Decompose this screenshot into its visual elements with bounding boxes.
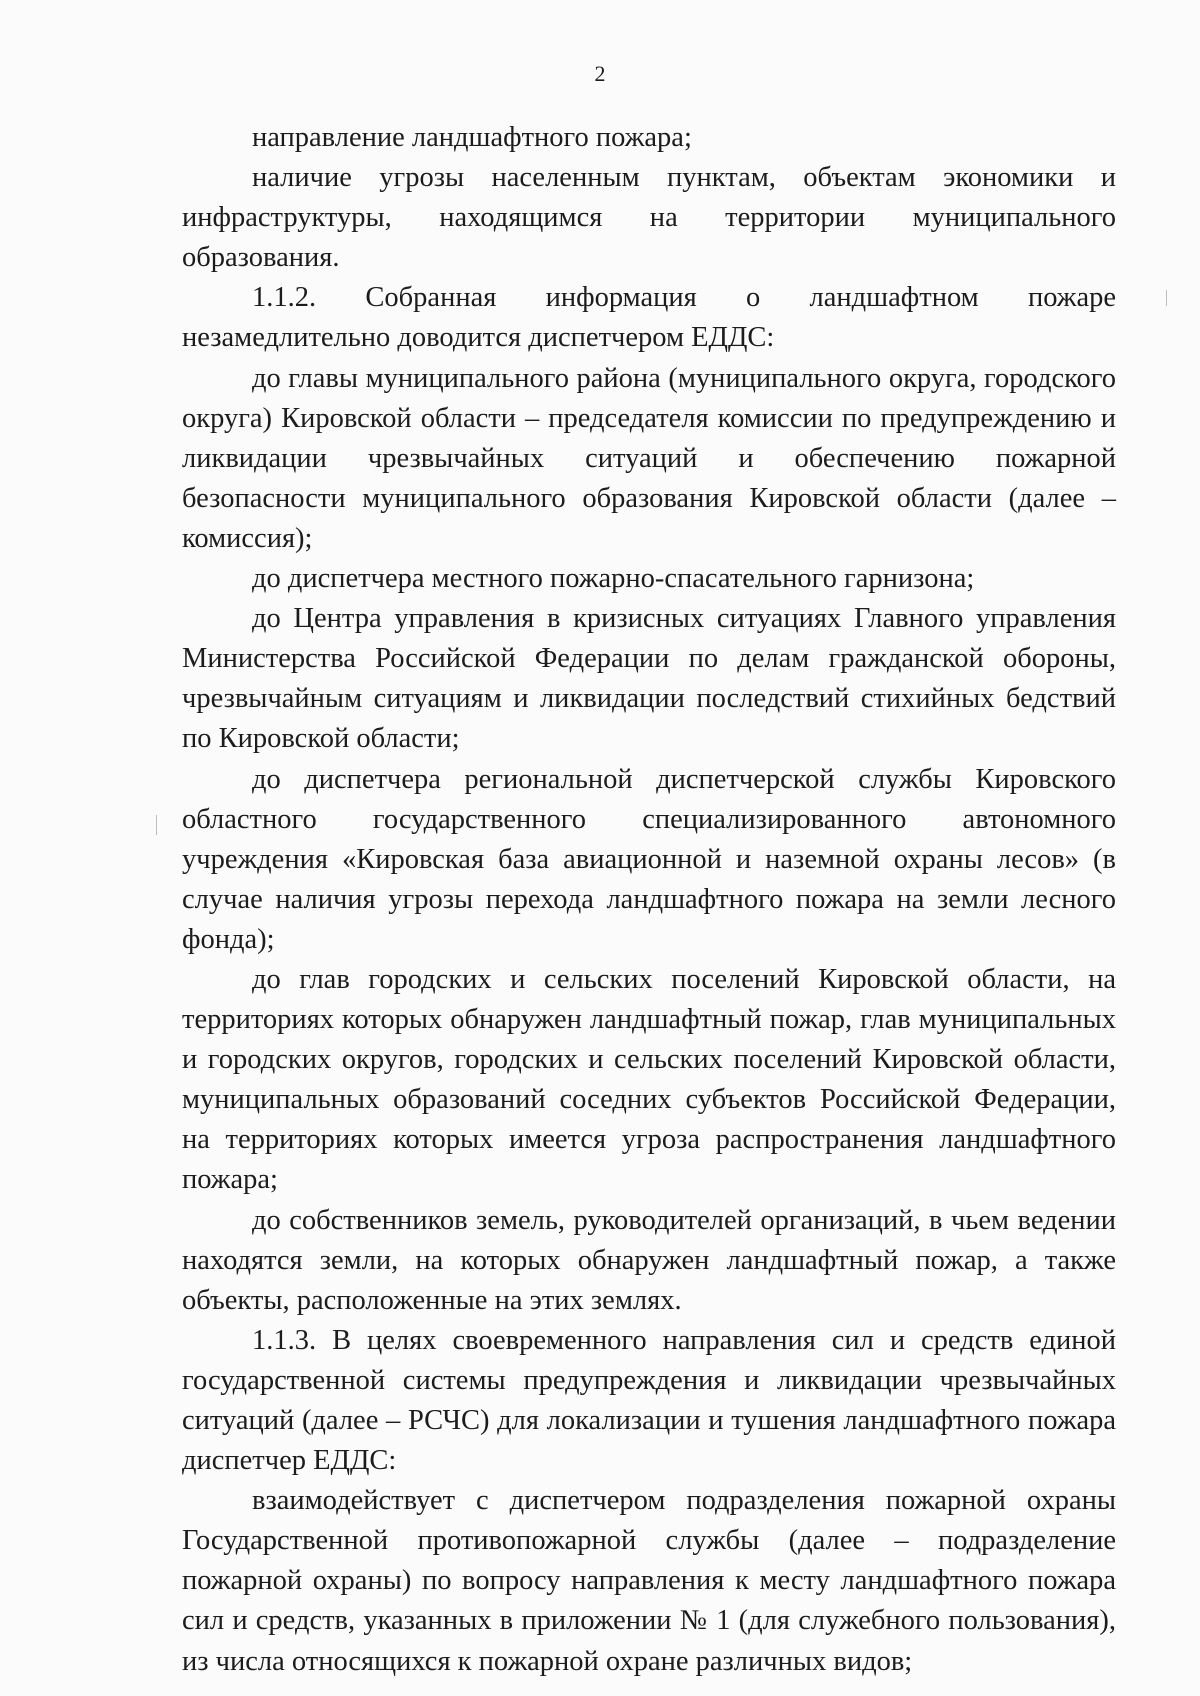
paragraph-crisis-center: до Центра управления в кризисных ситуациях Главного управления Министерства Российской Федерации по делам гражданской обороны, чрезвычайным ситуациям и ликвидации последствий стихийных бедствий по Кировской области; — [182, 603, 1116, 755]
paragraph-1-1-2: 1.1.2. Собранная информация о ландшафтном пожаре незамедлительно доводится диспетчером ЕДДС: — [182, 282, 1116, 354]
scan-artifact-right — [1166, 290, 1167, 306]
page-number: 2 — [594, 61, 606, 86]
paragraph-fire-unit-interaction: взаимодействует с диспетчером подразделения пожарной охраны Государственной противопожарной службы (далее – подразделение пожарной охраны) по вопросу направления к месту ландшафтного пожара сил и средств, указанных в приложении № 1 (для служебного пользования), из числа относящихся к пожарной охране различных видов; — [182, 1485, 1116, 1677]
paragraph-fire-direction: направление ландшафтного пожара; — [252, 122, 692, 153]
paragraph-settlement-heads: до глав городских и сельских поселений Кировской области, на территориях которых обнаружен ландшафтный пожар, глав муниципальных и городских округов, городских и сельских поселений Кировской области, муниципальных образований соседних субъектов Российской Федерации, на территориях которых имеется угроза распространения ландшафтного пожара; — [182, 963, 1116, 1196]
paragraph-garrison-dispatcher: до диспетчера местного пожарно-спасательного гарнизона; — [252, 563, 975, 595]
paragraph-head-of-district: до главы муниципального района (муниципального округа, городского округа) Кировской области – председателя комиссии по предупреждению и ликвидации чрезвычайных ситуаций и обеспечению пожарной безопасности муниципального образования Кировской области (далее – комиссия); — [182, 362, 1116, 554]
scan-artifact-left — [156, 815, 157, 835]
document-body — [182, 118, 1116, 1682]
paragraph-regional-dispatcher: до диспетчера региональной диспетчерской службы Кировского областного государственного специализированного автономного учреждения «Кировская база авиационной и наземной охраны лесов» (в случае наличия угрозы перехода ландшафтного пожара на земли лесного фонда); — [182, 763, 1116, 955]
paragraph-1-1-3: 1.1.3. В целях своевременного направления сил и средств единой государственной системы предупреждения и ликвидации чрезвычайных ситуаций (далее – РСЧС) для локализации и тушения ландшафтного пожара диспетчер ЕДДС: — [182, 1324, 1116, 1477]
paragraph-threat-presence: наличие угрозы населенным пунктам, объектам экономики и инфраструктуры, находящимся на территории муниципального образования. — [182, 162, 1116, 274]
paragraph-land-owners: до собственников земель, руководителей организаций, в чьем ведении находятся земли, на которых обнаружен ландшафтный пожар, а также объекты, расположенные на этих землях. — [182, 1204, 1116, 1316]
